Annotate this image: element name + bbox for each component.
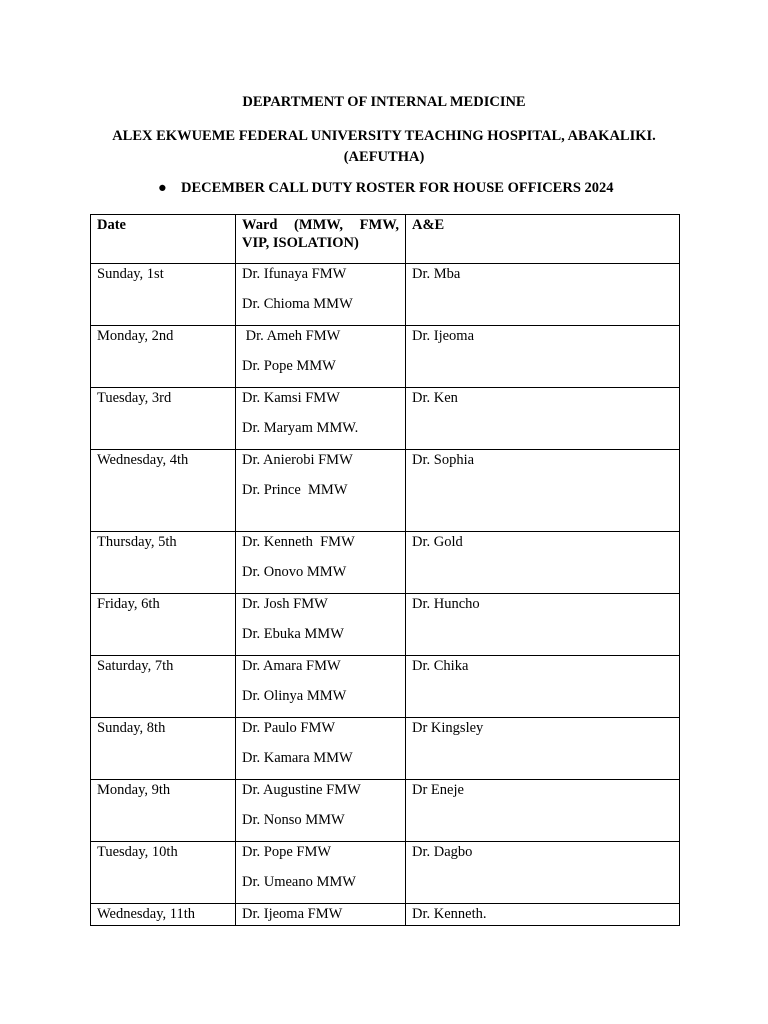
- header-ward: [236, 215, 406, 264]
- table-row: [91, 388, 680, 450]
- date-cell: Wednesday, 11th: [91, 904, 236, 926]
- ward-cell: [236, 532, 406, 594]
- ward-fmw-doctor: Dr. Ijeoma FMW: [242, 906, 343, 922]
- ward-fmw-doctor: Dr. Augustine FMW: [242, 782, 361, 798]
- table-row: [91, 904, 680, 926]
- ward-fmw-doctor: Dr. Amara FMW: [242, 658, 341, 674]
- ward-fmw-doctor: Dr. Kamsi FMW: [242, 390, 340, 406]
- ae-cell: Dr. Kenneth.: [406, 904, 680, 926]
- ward-mmw-doctor: Dr. Kamara MMW: [242, 750, 353, 766]
- ward-fmw-doctor: Dr. Josh FMW: [242, 596, 328, 612]
- ward-fmw-doctor: Dr. Kenneth FMW: [242, 534, 355, 550]
- department-title: DEPARTMENT OF INTERNAL MEDICINE: [242, 94, 526, 110]
- date-cell: Tuesday, 10th: [91, 842, 236, 904]
- ward-cell: [236, 656, 406, 718]
- ae-cell: Dr Kingsley: [406, 718, 680, 780]
- table-row: [91, 264, 680, 326]
- hospital-title: [90, 126, 678, 168]
- header-date: Date: [91, 215, 236, 264]
- header-ae: A&E: [406, 215, 680, 264]
- ward-fmw-doctor: Dr. Anierobi FMW: [242, 452, 353, 468]
- date-cell: Monday, 2nd: [91, 326, 236, 388]
- ward-cell: [236, 718, 406, 780]
- hospital-name: ALEX EKWUEME FEDERAL UNIVERSITY TEACHING HOSPITAL, ABAKALIKI.: [112, 128, 656, 144]
- ward-fmw-doctor: Dr. Ifunaya FMW: [242, 266, 347, 282]
- date-cell: Sunday, 1st: [91, 264, 236, 326]
- date-cell: Saturday, 7th: [91, 656, 236, 718]
- ward-cell: [236, 388, 406, 450]
- ward-mmw-doctor: Dr. Umeano MMW: [242, 874, 356, 890]
- ward-mmw-doctor: Dr. Olinya MMW: [242, 688, 347, 704]
- date-cell: Friday, 6th: [91, 594, 236, 656]
- ae-cell: Dr. Gold: [406, 532, 680, 594]
- table-header-row: [91, 215, 680, 264]
- duty-roster-table: [90, 214, 680, 926]
- ward-cell: [236, 594, 406, 656]
- ward-cell: [236, 450, 406, 532]
- ae-cell: Dr. Huncho: [406, 594, 680, 656]
- ward-fmw-doctor: Dr. Ameh FMW: [242, 328, 341, 344]
- date-cell: Thursday, 5th: [91, 532, 236, 594]
- ward-mmw-doctor: Dr. Onovo MMW: [242, 564, 347, 580]
- ae-cell: Dr. Ijeoma: [406, 326, 680, 388]
- ward-cell: [236, 780, 406, 842]
- date-cell: Wednesday, 4th: [91, 450, 236, 532]
- bullet-icon: ●: [158, 180, 167, 196]
- header-ward-line2: VIP, ISOLATION): [242, 235, 359, 251]
- table-row: [91, 780, 680, 842]
- ward-fmw-doctor: Dr. Pope FMW: [242, 844, 332, 860]
- ward-mmw-doctor: Dr. Ebuka MMW: [242, 626, 344, 642]
- table-row: [91, 842, 680, 904]
- ward-mmw-doctor: Dr. Nonso MMW: [242, 812, 345, 828]
- ae-cell: Dr. Mba: [406, 264, 680, 326]
- ward-mmw-doctor: Dr. Prince MMW: [242, 482, 348, 498]
- ward-cell: [236, 264, 406, 326]
- ward-cell: [236, 326, 406, 388]
- roster-title-text: DECEMBER CALL DUTY ROSTER FOR HOUSE OFFICERS 2024: [181, 180, 614, 196]
- ae-cell: Dr. Sophia: [406, 450, 680, 532]
- roster-heading: [158, 180, 614, 197]
- date-cell: Tuesday, 3rd: [91, 388, 236, 450]
- table-row: [91, 718, 680, 780]
- table-row: [91, 594, 680, 656]
- table-row: [91, 450, 680, 532]
- hospital-abbreviation: (AEFUTHA): [343, 149, 425, 165]
- table-row: [91, 532, 680, 594]
- ae-cell: Dr. Chika: [406, 656, 680, 718]
- date-cell: Monday, 9th: [91, 780, 236, 842]
- ward-cell: [236, 904, 406, 926]
- header-ward-line1: Ward (MMW, FMW,: [242, 217, 399, 233]
- ae-cell: Dr. Ken: [406, 388, 680, 450]
- ward-mmw-doctor: Dr. Pope MMW: [242, 358, 336, 374]
- ward-fmw-doctor: Dr. Paulo FMW: [242, 720, 336, 736]
- ae-cell: Dr. Dagbo: [406, 842, 680, 904]
- ward-cell: [236, 842, 406, 904]
- table-row: [91, 656, 680, 718]
- date-cell: Sunday, 8th: [91, 718, 236, 780]
- ward-mmw-doctor: Dr. Maryam MMW.: [242, 420, 359, 436]
- ward-mmw-doctor: Dr. Chioma MMW: [242, 296, 353, 312]
- ae-cell: Dr Eneje: [406, 780, 680, 842]
- table-row: [91, 326, 680, 388]
